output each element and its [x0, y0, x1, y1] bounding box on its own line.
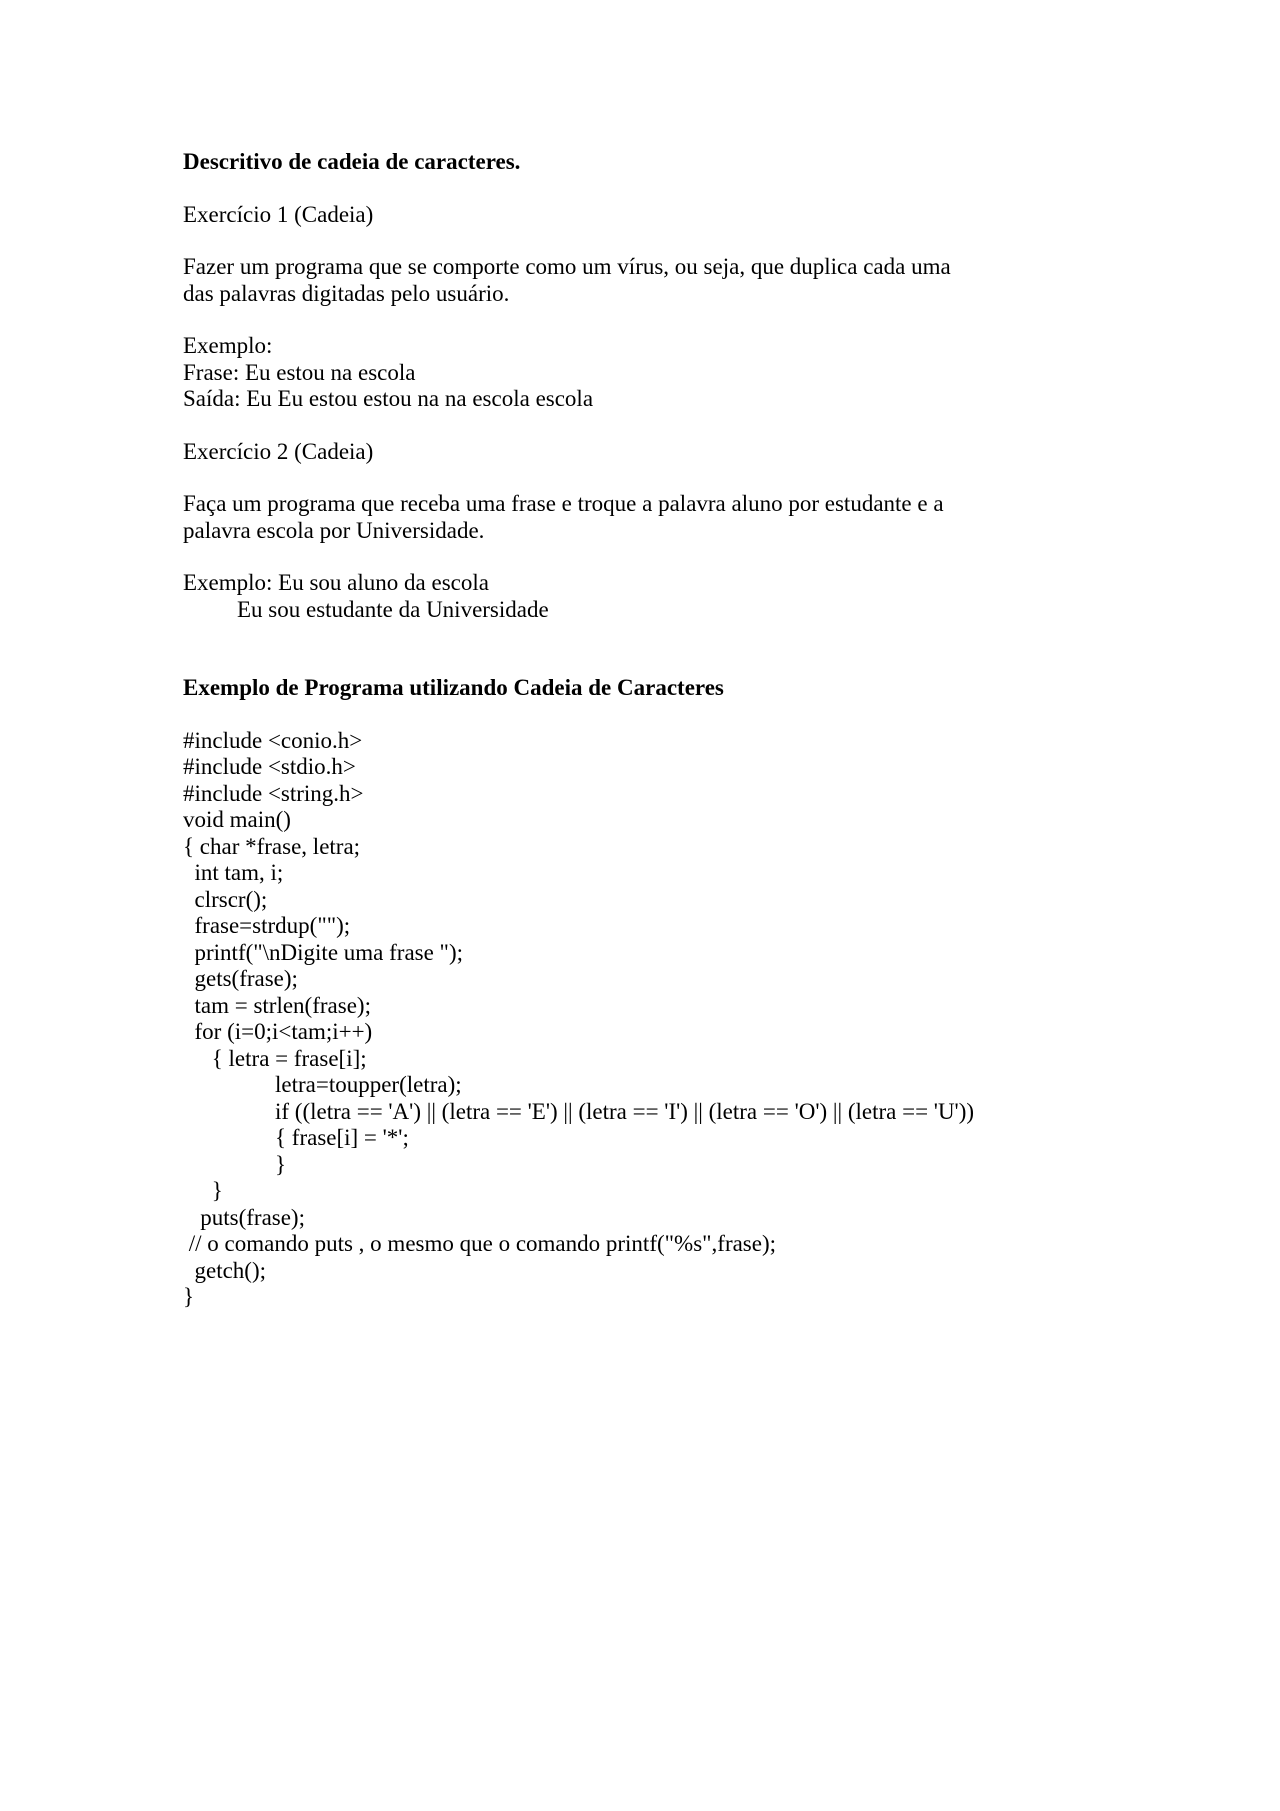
code-line: { char *frase, letra;: [183, 833, 361, 859]
code-line: { frase[i] = '*';: [183, 1125, 409, 1150]
code-line: { letra = frase[i];: [183, 1045, 367, 1071]
code-line: }: [183, 1178, 223, 1203]
exercise2-description-line: palavra escola por Universidade.: [183, 517, 485, 543]
code-line: letra=toupper(letra);: [183, 1072, 462, 1097]
code-line: }: [183, 1151, 287, 1177]
code-line: tam = strlen(frase);: [183, 992, 371, 1018]
code-line: #include <string.h>: [183, 780, 364, 806]
exercise1-description-line: das palavras digitadas pelo usuário.: [183, 280, 510, 306]
exercise1-example-line: Frase: Eu estou na escola: [183, 359, 416, 385]
code-line: printf("\nDigite uma frase ");: [183, 939, 463, 965]
code-line: clrscr();: [183, 886, 268, 912]
exercise2-heading: Exercício 2 (Cadeia): [183, 438, 374, 464]
exercise2-example-line: Exemplo: Eu sou aluno da escola: [183, 570, 489, 595]
code-line: int tam, i;: [183, 860, 284, 885]
code-line: getch();: [183, 1257, 267, 1283]
code-line: if ((letra == 'A') || (letra == 'E') || (letra == 'I') || (letra == 'O') || (letra == 'U')): [183, 1098, 975, 1124]
code-line: }: [183, 1284, 195, 1309]
exercise2-example-line: Eu sou estudante da Universidade: [237, 596, 549, 622]
code-line: for (i=0;i<tam;i++): [183, 1019, 373, 1044]
exercise1-description-line: Fazer um programa que se comporte como um vírus, ou seja, que duplica cada uma: [183, 254, 951, 279]
code-listing: [183, 728, 1043, 1311]
code-line: // o comando puts , o mesmo que o comando printf("%s",frase);: [183, 1231, 777, 1256]
document-body: [183, 149, 1043, 1311]
program-title: Exemplo de Programa utilizando Cadeia de Caracteres: [183, 675, 724, 700]
code-line: gets(frase);: [183, 966, 298, 991]
code-line: frase=strdup("");: [183, 913, 351, 938]
exercise2-description-line: Faça um programa que receba uma frase e troque a palavra aluno por estudante e a: [183, 491, 944, 516]
code-line: #include <conio.h>: [183, 727, 363, 753]
code-line: void main(): [183, 807, 291, 832]
code-line: #include <stdio.h>: [183, 754, 356, 779]
exercise1-example-label: Exemplo:: [183, 333, 273, 358]
code-line: puts(frase);: [183, 1204, 305, 1230]
document-title: Descritivo de cadeia de caracteres.: [183, 149, 521, 174]
exercise1-heading: Exercício 1 (Cadeia): [183, 201, 374, 227]
exercise1-example-line: Saída: Eu Eu estou estou na na escola escola: [183, 386, 594, 411]
